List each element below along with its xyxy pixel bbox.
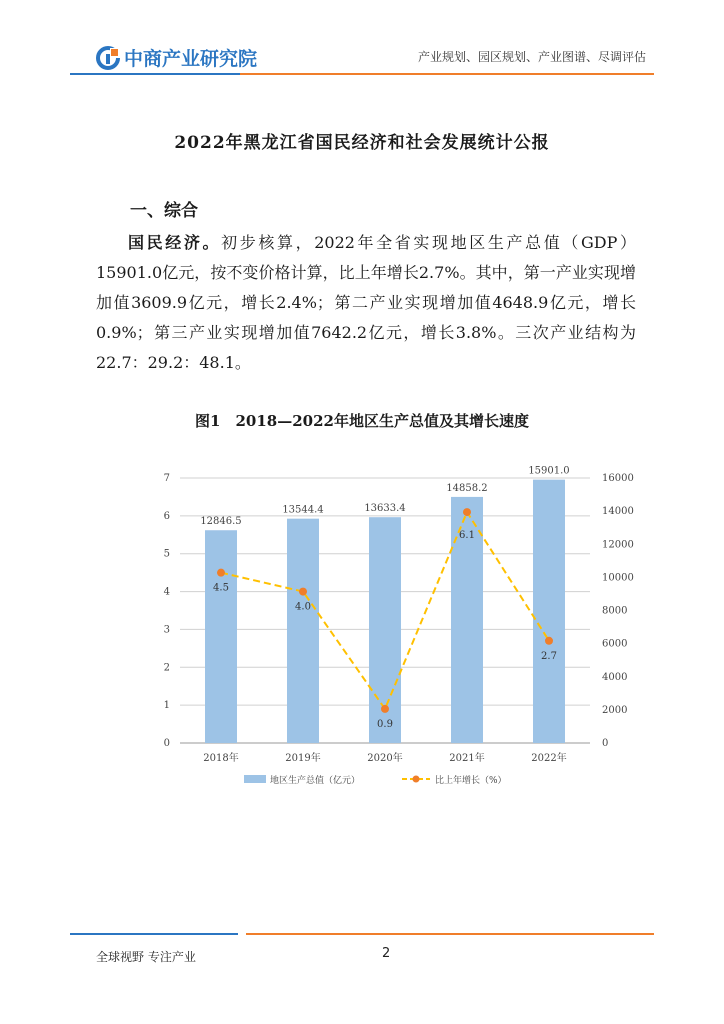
growth-value-label: 2.7 xyxy=(541,650,557,662)
left-tick-label: 6 xyxy=(163,510,170,522)
logo-text: 中商产业研究院 xyxy=(124,48,258,70)
right-tick-label: 4000 xyxy=(602,671,628,683)
bar-value-label: 14858.2 xyxy=(446,482,488,494)
growth-value-label: 4.0 xyxy=(295,601,311,613)
left-tick-label: 0 xyxy=(163,738,170,749)
category-label: 2020年 xyxy=(367,753,403,764)
page-header xyxy=(0,0,724,90)
paragraph-lead: 国民经济。 xyxy=(128,233,222,252)
right-tick-label: 16000 xyxy=(602,473,634,484)
growth-value-label: 0.9 xyxy=(377,718,393,730)
category-label: 2021年 xyxy=(449,753,485,764)
right-tick-label: 14000 xyxy=(602,506,634,518)
gdp-bar xyxy=(205,530,237,743)
figure-title: 图1 2018—2022年地区生产总值及其增长速度 xyxy=(195,412,529,430)
category-label: 2022年 xyxy=(531,753,567,764)
body-paragraph xyxy=(96,228,636,378)
gdp-bar xyxy=(287,519,319,743)
growth-point xyxy=(545,637,553,645)
header-divider xyxy=(70,73,654,77)
legend-line-marker xyxy=(413,776,420,783)
growth-point xyxy=(381,705,389,713)
growth-point xyxy=(217,569,225,577)
bar-value-label: 12846.5 xyxy=(200,516,242,528)
gdp-bar xyxy=(533,480,565,743)
right-tick-label: 6000 xyxy=(602,638,628,650)
right-tick-label: 10000 xyxy=(602,572,634,584)
footer-slogan: 全球视野 专注产业 xyxy=(96,950,196,964)
bar-value-label: 13633.4 xyxy=(364,503,406,515)
logo-icon xyxy=(96,46,120,70)
right-tick-label: 8000 xyxy=(602,605,628,617)
left-tick-label: 5 xyxy=(163,548,170,560)
section-heading: 一、综合 xyxy=(130,201,198,221)
logo xyxy=(96,44,257,71)
right-tick-label: 12000 xyxy=(602,539,634,551)
left-tick-label: 3 xyxy=(163,624,170,636)
footer-divider xyxy=(70,933,654,937)
legend-line-label: 比上年增长（%） xyxy=(435,776,507,786)
right-tick-label: 2000 xyxy=(602,704,628,716)
document-title: 2022年黑龙江省国民经济和社会发展统计公报 xyxy=(174,133,550,153)
left-tick-label: 4 xyxy=(163,586,170,598)
gdp-chart xyxy=(150,460,634,800)
growth-value-label: 6.1 xyxy=(459,530,475,542)
right-tick-label: 0 xyxy=(602,738,609,749)
left-tick-label: 1 xyxy=(163,700,170,712)
header-slogan: 产业规划、园区规划、产业图谱、尽调评估 xyxy=(417,50,646,64)
bar-value-label: 13544.4 xyxy=(282,504,324,516)
legend-bar-swatch xyxy=(244,775,266,783)
growth-value-label: 4.5 xyxy=(213,582,229,594)
page-number: 2 xyxy=(382,946,391,961)
growth-point xyxy=(299,588,307,596)
category-label: 2019年 xyxy=(285,753,321,764)
left-tick-label: 7 xyxy=(163,473,170,484)
category-label: 2018年 xyxy=(203,753,239,764)
paragraph-text: 初步核算，2022年全省实现地区生产总值（GDP）15901.0亿元，按不变价格计算，比上年增长2.7%。其中，第一产业实现增加值3609.9亿元，增长2.4%；第二产业实现增加值4648.9亿元，增长0.9%；第三产业实现增加值7642.2亿元，增长3.8%。三次产业结构为22.7：29.2：48.1。 xyxy=(96,233,636,372)
bar-value-label: 15901.0 xyxy=(528,465,570,477)
legend-bar-label: 地区生产总值（亿元） xyxy=(270,776,361,786)
growth-point xyxy=(463,508,471,516)
left-tick-label: 2 xyxy=(163,662,170,674)
